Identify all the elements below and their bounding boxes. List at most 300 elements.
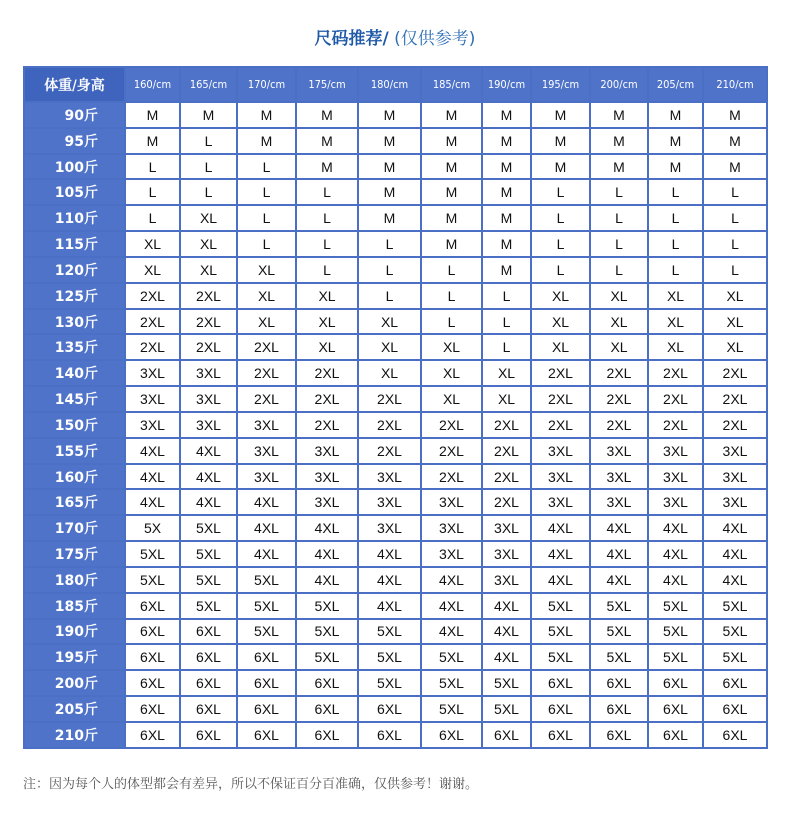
size-cell: 3XL	[237, 438, 296, 464]
size-cell: 6XL	[125, 696, 180, 722]
size-cell: M	[237, 102, 296, 128]
size-cell: L	[531, 231, 590, 257]
weight-label: 185斤	[24, 593, 125, 619]
size-cell: L	[482, 283, 531, 309]
size-cell: M	[648, 128, 703, 154]
size-cell: 5XL	[421, 670, 482, 696]
size-cell: 4XL	[421, 567, 482, 593]
size-cell: 3XL	[648, 464, 703, 490]
table-row	[24, 696, 767, 722]
size-cell: L	[358, 231, 421, 257]
size-cell: 3XL	[590, 438, 648, 464]
size-cell: 3XL	[125, 360, 180, 386]
size-cell: 4XL	[531, 567, 590, 593]
size-cell: 5X	[125, 515, 180, 541]
size-cell: 4XL	[180, 464, 237, 490]
size-cell: 5XL	[358, 619, 421, 645]
size-cell: L	[358, 257, 421, 283]
size-cell: M	[296, 102, 358, 128]
size-cell: 4XL	[482, 593, 531, 619]
size-cell: M	[358, 154, 421, 180]
size-cell: 3XL	[421, 541, 482, 567]
size-cell: 3XL	[180, 412, 237, 438]
weight-label: 140斤	[24, 360, 125, 386]
size-cell: 4XL	[482, 644, 531, 670]
size-cell: 2XL	[125, 309, 180, 335]
table-row	[24, 334, 767, 360]
weight-label: 205斤	[24, 696, 125, 722]
size-cell: L	[482, 334, 531, 360]
size-cell: 5XL	[648, 593, 703, 619]
weight-label: 100斤	[24, 154, 125, 180]
size-cell: M	[421, 231, 482, 257]
size-cell: 5XL	[648, 644, 703, 670]
size-cell: 2XL	[703, 386, 767, 412]
table-row	[24, 283, 767, 309]
size-cell: L	[421, 309, 482, 335]
size-cell: XL	[296, 283, 358, 309]
size-cell: 2XL	[237, 386, 296, 412]
weight-label: 130斤	[24, 309, 125, 335]
size-cell: 3XL	[180, 360, 237, 386]
table-row	[24, 619, 767, 645]
size-cell: 6XL	[237, 670, 296, 696]
size-cell: 6XL	[180, 670, 237, 696]
size-cell: 3XL	[421, 515, 482, 541]
size-cell: XL	[237, 257, 296, 283]
weight-label: 195斤	[24, 644, 125, 670]
size-cell: 2XL	[421, 464, 482, 490]
table-row	[24, 541, 767, 567]
size-cell: L	[703, 231, 767, 257]
table-row	[24, 464, 767, 490]
size-cell: 5XL	[531, 644, 590, 670]
size-cell: 4XL	[237, 515, 296, 541]
size-cell: 3XL	[648, 438, 703, 464]
size-cell: 4XL	[358, 567, 421, 593]
size-cell: L	[482, 309, 531, 335]
size-cell: 5XL	[125, 567, 180, 593]
size-cell: 4XL	[703, 567, 767, 593]
table-row	[24, 567, 767, 593]
table-row	[24, 644, 767, 670]
size-cell: M	[358, 128, 421, 154]
weight-label: 145斤	[24, 386, 125, 412]
size-cell: 6XL	[358, 696, 421, 722]
weight-label: 95斤	[24, 128, 125, 154]
size-cell: L	[648, 257, 703, 283]
size-cell: 4XL	[648, 515, 703, 541]
size-cell: 4XL	[421, 619, 482, 645]
size-cell: 4XL	[482, 619, 531, 645]
size-cell: M	[482, 205, 531, 231]
height-header: 200/cm	[590, 67, 648, 102]
size-cell: L	[531, 257, 590, 283]
size-cell: 4XL	[648, 567, 703, 593]
table-row	[24, 515, 767, 541]
size-cell: 4XL	[296, 541, 358, 567]
size-cell: 5XL	[180, 515, 237, 541]
size-cell: XL	[358, 360, 421, 386]
size-cell: 3XL	[703, 464, 767, 490]
size-cell: 5XL	[531, 619, 590, 645]
size-cell: M	[421, 205, 482, 231]
size-cell: 2XL	[531, 386, 590, 412]
size-cell: 5XL	[421, 696, 482, 722]
size-cell: 6XL	[296, 696, 358, 722]
height-header: 165/cm	[180, 67, 237, 102]
size-cell: 6XL	[125, 593, 180, 619]
corner-header: 体重/身高	[24, 67, 125, 102]
size-cell: M	[421, 179, 482, 205]
size-cell: M	[703, 102, 767, 128]
size-cell: 6XL	[590, 722, 648, 748]
size-cell: 2XL	[590, 360, 648, 386]
size-cell: XL	[358, 309, 421, 335]
size-cell: M	[531, 154, 590, 180]
size-cell: 6XL	[180, 644, 237, 670]
size-cell: M	[125, 102, 180, 128]
size-cell: 3XL	[125, 412, 180, 438]
disclaimer-note: 注：因为每个人的体型都会有差异，所以不保证百分百准确，仅供参考！谢谢。	[23, 777, 479, 792]
height-header: 175/cm	[296, 67, 358, 102]
size-cell: M	[358, 205, 421, 231]
size-cell: XL	[296, 334, 358, 360]
size-cell: 4XL	[296, 567, 358, 593]
weight-label: 175斤	[24, 541, 125, 567]
size-cell: L	[180, 128, 237, 154]
size-cell: 6XL	[648, 696, 703, 722]
size-cell: 6XL	[703, 722, 767, 748]
size-cell: 3XL	[237, 412, 296, 438]
weight-label: 160斤	[24, 464, 125, 490]
size-cell: 2XL	[125, 334, 180, 360]
size-cell: 4XL	[531, 515, 590, 541]
size-cell: L	[237, 205, 296, 231]
size-cell: XL	[703, 334, 767, 360]
weight-label: 150斤	[24, 412, 125, 438]
size-cell: 3XL	[531, 464, 590, 490]
size-cell: 3XL	[531, 438, 590, 464]
size-cell: 5XL	[125, 541, 180, 567]
size-cell: 2XL	[590, 412, 648, 438]
size-cell: M	[648, 102, 703, 128]
size-cell: M	[296, 128, 358, 154]
size-cell: 5XL	[358, 644, 421, 670]
size-cell: 4XL	[125, 464, 180, 490]
size-cell: 3XL	[703, 438, 767, 464]
size-cell: 3XL	[482, 515, 531, 541]
size-cell: L	[531, 205, 590, 231]
size-cell: L	[590, 257, 648, 283]
size-cell: M	[125, 128, 180, 154]
weight-label: 105斤	[24, 179, 125, 205]
size-cell: 2XL	[237, 334, 296, 360]
weight-label: 90斤	[24, 102, 125, 128]
size-cell: L	[296, 179, 358, 205]
size-cell: 6XL	[237, 722, 296, 748]
size-cell: 6XL	[125, 722, 180, 748]
size-cell: 3XL	[703, 489, 767, 515]
table-row	[24, 438, 767, 464]
page-title	[0, 24, 790, 49]
size-cell: M	[482, 257, 531, 283]
size-cell: 5XL	[590, 644, 648, 670]
size-cell: 2XL	[703, 412, 767, 438]
height-header: 205/cm	[648, 67, 703, 102]
size-cell: 6XL	[648, 722, 703, 748]
size-cell: M	[237, 128, 296, 154]
size-cell: 5XL	[482, 696, 531, 722]
size-cell: L	[237, 179, 296, 205]
size-cell: 6XL	[531, 696, 590, 722]
weight-label: 165斤	[24, 489, 125, 515]
size-cell: 3XL	[296, 464, 358, 490]
size-cell: M	[590, 102, 648, 128]
size-cell: 6XL	[421, 722, 482, 748]
size-cell: 3XL	[648, 489, 703, 515]
height-header: 190/cm	[482, 67, 531, 102]
size-cell: XL	[531, 283, 590, 309]
size-cell: M	[703, 154, 767, 180]
size-cell: XL	[590, 334, 648, 360]
size-cell: L	[296, 231, 358, 257]
size-cell: 6XL	[590, 696, 648, 722]
size-cell: 2XL	[421, 438, 482, 464]
table-row	[24, 670, 767, 696]
weight-label: 110斤	[24, 205, 125, 231]
size-cell: XL	[358, 334, 421, 360]
size-cell: XL	[421, 360, 482, 386]
size-cell: 2XL	[703, 360, 767, 386]
weight-label: 190斤	[24, 619, 125, 645]
size-chart-table	[23, 66, 768, 749]
size-cell: 3XL	[590, 489, 648, 515]
size-cell: 5XL	[358, 670, 421, 696]
size-cell: 2XL	[482, 412, 531, 438]
size-cell: 2XL	[358, 412, 421, 438]
size-cell: 4XL	[703, 515, 767, 541]
size-cell: 5XL	[180, 593, 237, 619]
size-cell: L	[703, 257, 767, 283]
size-cell: 4XL	[358, 593, 421, 619]
size-cell: M	[590, 128, 648, 154]
size-cell: 4XL	[296, 515, 358, 541]
table-row	[24, 205, 767, 231]
size-cell: M	[421, 102, 482, 128]
size-cell: 6XL	[531, 722, 590, 748]
size-cell: L	[648, 231, 703, 257]
size-cell: 5XL	[296, 593, 358, 619]
size-cell: L	[125, 154, 180, 180]
size-cell: 2XL	[180, 283, 237, 309]
size-cell: 3XL	[421, 489, 482, 515]
size-cell: XL	[482, 360, 531, 386]
size-cell: XL	[703, 283, 767, 309]
size-cell: L	[590, 179, 648, 205]
weight-label: 155斤	[24, 438, 125, 464]
size-cell: 3XL	[180, 386, 237, 412]
size-cell: L	[590, 205, 648, 231]
size-cell: 5XL	[703, 619, 767, 645]
size-cell: 2XL	[648, 386, 703, 412]
size-cell: 2XL	[482, 489, 531, 515]
size-cell: 5XL	[237, 619, 296, 645]
size-cell: 3XL	[358, 489, 421, 515]
size-cell: 3XL	[590, 464, 648, 490]
size-cell: XL	[180, 231, 237, 257]
size-cell: XL	[421, 386, 482, 412]
weight-label: 135斤	[24, 334, 125, 360]
size-cell: L	[125, 205, 180, 231]
title-sub: (仅供参考)	[388, 29, 476, 49]
table-row	[24, 593, 767, 619]
size-cell: 4XL	[648, 541, 703, 567]
size-cell: 6XL	[358, 722, 421, 748]
size-cell: 5XL	[296, 644, 358, 670]
height-header: 195/cm	[531, 67, 590, 102]
table-row	[24, 231, 767, 257]
size-cell: L	[648, 205, 703, 231]
size-cell: L	[648, 179, 703, 205]
table-row	[24, 722, 767, 748]
size-cell: XL	[531, 309, 590, 335]
size-cell: 4XL	[358, 541, 421, 567]
table-row	[24, 360, 767, 386]
size-cell: 3XL	[237, 464, 296, 490]
weight-label: 125斤	[24, 283, 125, 309]
size-cell: 2XL	[180, 309, 237, 335]
size-cell: M	[590, 154, 648, 180]
size-cell: M	[703, 128, 767, 154]
size-cell: M	[296, 154, 358, 180]
height-header: 170/cm	[237, 67, 296, 102]
size-cell: 4XL	[180, 438, 237, 464]
size-cell: XL	[648, 283, 703, 309]
weight-label: 200斤	[24, 670, 125, 696]
size-cell: XL	[703, 309, 767, 335]
table-row	[24, 257, 767, 283]
size-cell: 5XL	[590, 619, 648, 645]
size-cell: 6XL	[703, 670, 767, 696]
size-cell: 4XL	[237, 489, 296, 515]
size-cell: 6XL	[590, 670, 648, 696]
height-header: 160/cm	[125, 67, 180, 102]
size-cell: M	[358, 102, 421, 128]
size-cell: L	[703, 205, 767, 231]
size-cell: XL	[421, 334, 482, 360]
size-cell: XL	[180, 257, 237, 283]
size-cell: L	[531, 179, 590, 205]
size-cell: 4XL	[590, 541, 648, 567]
size-cell: 2XL	[296, 360, 358, 386]
size-cell: 6XL	[296, 670, 358, 696]
size-cell: 2XL	[590, 386, 648, 412]
size-cell: 3XL	[358, 464, 421, 490]
size-cell: 3XL	[296, 438, 358, 464]
size-cell: XL	[125, 257, 180, 283]
size-cell: L	[421, 257, 482, 283]
size-cell: 2XL	[531, 360, 590, 386]
size-cell: XL	[125, 231, 180, 257]
table-row	[24, 102, 767, 128]
table-row	[24, 309, 767, 335]
size-cell: 4XL	[421, 593, 482, 619]
size-cell: 2XL	[125, 283, 180, 309]
height-header: 185/cm	[421, 67, 482, 102]
size-cell: XL	[237, 309, 296, 335]
size-cell: XL	[648, 334, 703, 360]
size-cell: 5XL	[590, 593, 648, 619]
size-cell: 2XL	[358, 386, 421, 412]
size-cell: M	[421, 154, 482, 180]
size-cell: 6XL	[482, 722, 531, 748]
size-cell: M	[358, 179, 421, 205]
size-cell: L	[358, 283, 421, 309]
size-cell: 5XL	[421, 644, 482, 670]
size-cell: XL	[482, 386, 531, 412]
title-main: 尺码推荐/	[314, 29, 389, 49]
size-cell: 2XL	[237, 360, 296, 386]
height-header: 180/cm	[358, 67, 421, 102]
size-cell: M	[482, 154, 531, 180]
size-cell: 6XL	[125, 670, 180, 696]
size-cell: 5XL	[703, 593, 767, 619]
size-cell: 6XL	[180, 619, 237, 645]
size-cell: M	[482, 128, 531, 154]
size-cell: 5XL	[531, 593, 590, 619]
size-cell: L	[180, 154, 237, 180]
size-cell: 4XL	[590, 567, 648, 593]
weight-label: 180斤	[24, 567, 125, 593]
size-cell: 4XL	[180, 489, 237, 515]
size-cell: XL	[590, 309, 648, 335]
size-cell: 3XL	[125, 386, 180, 412]
size-cell: 5XL	[180, 541, 237, 567]
table-row	[24, 386, 767, 412]
size-cell: 3XL	[531, 489, 590, 515]
size-cell: L	[237, 154, 296, 180]
size-cell: 6XL	[180, 722, 237, 748]
size-cell: 6XL	[180, 696, 237, 722]
size-cell: 3XL	[296, 489, 358, 515]
size-cell: XL	[648, 309, 703, 335]
table-row	[24, 489, 767, 515]
size-cell: 4XL	[125, 438, 180, 464]
size-cell: 2XL	[482, 464, 531, 490]
size-cell: M	[531, 102, 590, 128]
size-cell: L	[296, 205, 358, 231]
size-cell: 6XL	[237, 644, 296, 670]
weight-label: 170斤	[24, 515, 125, 541]
size-cell: 5XL	[180, 567, 237, 593]
size-cell: 4XL	[590, 515, 648, 541]
size-cell: 4XL	[125, 489, 180, 515]
size-cell: 4XL	[531, 541, 590, 567]
size-cell: L	[421, 283, 482, 309]
table-row	[24, 154, 767, 180]
size-cell: L	[180, 179, 237, 205]
size-cell: 5XL	[648, 619, 703, 645]
size-cell: 2XL	[482, 438, 531, 464]
size-cell: 6XL	[125, 644, 180, 670]
size-cell: 2XL	[296, 386, 358, 412]
table-body	[24, 102, 767, 748]
size-cell: M	[648, 154, 703, 180]
size-cell: M	[482, 102, 531, 128]
size-cell: L	[590, 231, 648, 257]
size-cell: 6XL	[648, 670, 703, 696]
